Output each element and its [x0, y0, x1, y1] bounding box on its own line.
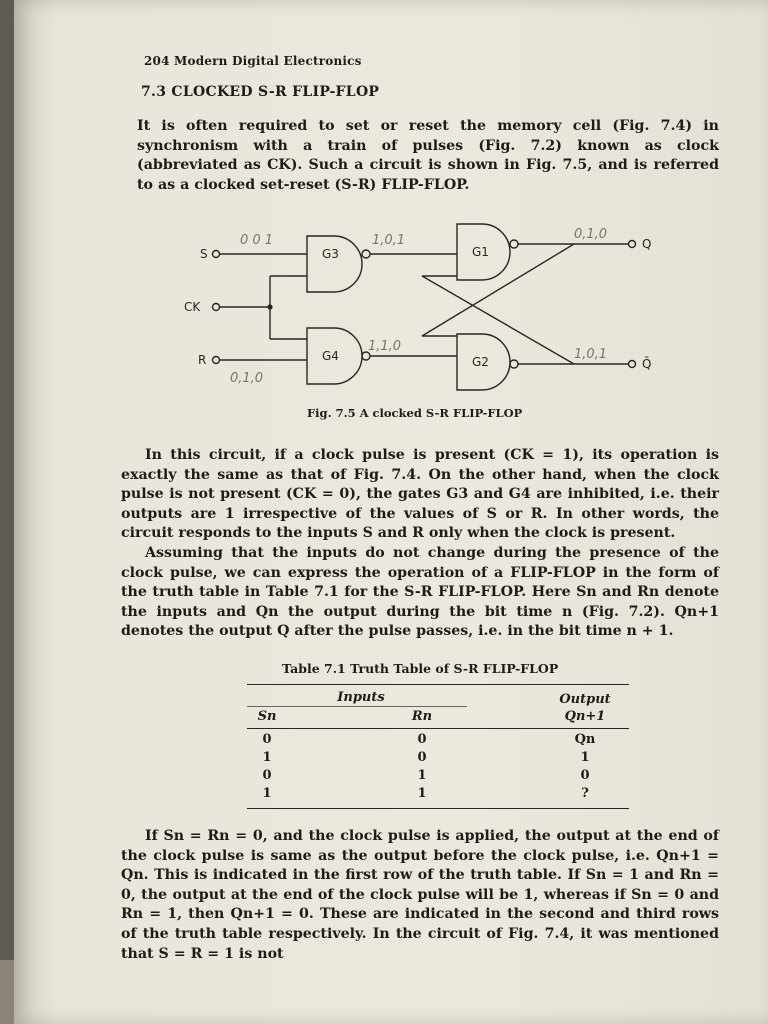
annotation-q-values: 0,1,0 [574, 227, 608, 242]
table-header-rule [247, 728, 629, 729]
label-g2: G2 [472, 355, 489, 369]
header-output: Output [559, 692, 611, 707]
section-title: 7.3 CLOCKED S-R FLIP-FLOP [141, 84, 380, 100]
table-cell-s: 1 [262, 750, 272, 765]
paragraph-truth-table-intro [121, 544, 719, 642]
paragraph-clock-behaviour [121, 446, 719, 544]
label-g4: G4 [322, 349, 339, 363]
label-g3: G3 [322, 247, 339, 261]
r-terminal [213, 357, 220, 364]
g1-bubble [510, 240, 518, 248]
book-edge [0, 960, 14, 1024]
paragraph-truth-table-intro-text: Assuming that the inputs do not change during the presence of the clock pulse, we can express the operation of a FLIP-FLOP in the form of the truth table in Table 7.1 for the S-R FLIP-FLOP. Here Sn and Rn denote the inputs and Qn the output during the bit time n (Fig. 7.2). Qn+1 denotes the output Q after the pulse passes, i.e. in the bit time n + 1. [121, 545, 719, 640]
table-bottom-rule [247, 808, 629, 809]
g2-bubble [510, 360, 518, 368]
paragraph-clock-behaviour-text: In this circuit, if a clock pulse is present (CK = 1), its operation is exactly the same as that of Fig. 7.4. On the other hand, when the clock pulse is not present (CK = 0), the gates G3 and G4 are inhibited, i.e. their outputs are 1 irrespective of the values of S or R. In other words, the circuit responds to the inputs S and R only when the clock is present. [121, 447, 719, 542]
s-terminal [213, 251, 220, 258]
annotation-g3-values: 1,0,1 [372, 233, 406, 248]
q-terminal [629, 241, 636, 248]
label-ck: CK [184, 300, 201, 314]
table-cell-r: 1 [417, 786, 427, 801]
flip-flop-circuit-diagram [182, 214, 662, 404]
paragraph-truth-table-explanation [121, 827, 719, 964]
annotation-g4-values: 1,1,0 [368, 339, 402, 354]
table-cell-q: 1 [580, 750, 590, 765]
figure-caption: Fig. 7.5 A clocked S-R FLIP-FLOP [307, 406, 523, 420]
ck-terminal [213, 304, 220, 311]
intro-paragraph: It is often required to set or reset the memory cell (Fig. 7.4) in synchronism with a train of pulses (Fig. 7.2) known as clock (abbreviated as CK). Such a circuit is shown in Fig. 7.5, and is referred to as a clocked set-reset (S-R) FLIP-FLOP. [137, 118, 719, 193]
paragraph-truth-table-explanation-text: If Sn = Rn = 0, and the clock pulse is applied, the output at the end of the clock pulse is same as the output before the clock pulse, i.e. Qn+1 = Qn. This is indicated in the first row of the truth table. If Sn = 1 and Rn = 0, the output at the end of the clock pulse will be 1, whereas if Sn = 0 and Rn = 1, then Qn+1 = 0. These are indicated in the second and third rows of the truth table respectively. In the circuit of Fig. 7.4, it was mentioned that S = R = 1 is not [121, 828, 719, 962]
qbar-terminal [629, 361, 636, 368]
table-cell-r: 0 [417, 750, 427, 765]
header-inputs: Inputs [337, 690, 385, 705]
annotation-s-values: 0 0 1 [240, 233, 274, 248]
gate-g3 [307, 236, 362, 292]
label-g1: G1 [472, 245, 489, 259]
g3-bubble [362, 250, 370, 258]
table-cell-q: Qn [574, 732, 596, 747]
label-s: S [200, 247, 208, 261]
table-title: Table 7.1 Truth Table of S-R FLIP-FLOP [282, 661, 559, 676]
table-top-rule [247, 684, 629, 685]
annotation-qbar-values: 1,0,1 [574, 347, 608, 362]
header-rn: Rn [411, 709, 433, 724]
label-r: R [198, 353, 207, 367]
book-page [14, 0, 768, 1024]
table-cell-s: 0 [262, 732, 272, 747]
running-head: 204 Modern Digital Electronics [144, 54, 362, 68]
table-cell-q: ? [581, 786, 589, 801]
label-qbar: Q̄ [642, 357, 652, 371]
table-cell-r: 1 [417, 768, 427, 783]
inputs-underline [247, 706, 467, 707]
table-cell-q: 0 [580, 768, 590, 783]
figure-7-5 [182, 214, 662, 404]
annotation-r-values: 0,1,0 [230, 371, 264, 386]
header-qn1: Qn+1 [564, 709, 606, 724]
ck-junction [267, 304, 272, 309]
table-cell-s: 1 [262, 786, 272, 801]
label-q: Q [642, 237, 652, 251]
table-cell-r: 0 [417, 732, 427, 747]
header-sn: Sn [257, 709, 277, 724]
table-cell-s: 0 [262, 768, 272, 783]
